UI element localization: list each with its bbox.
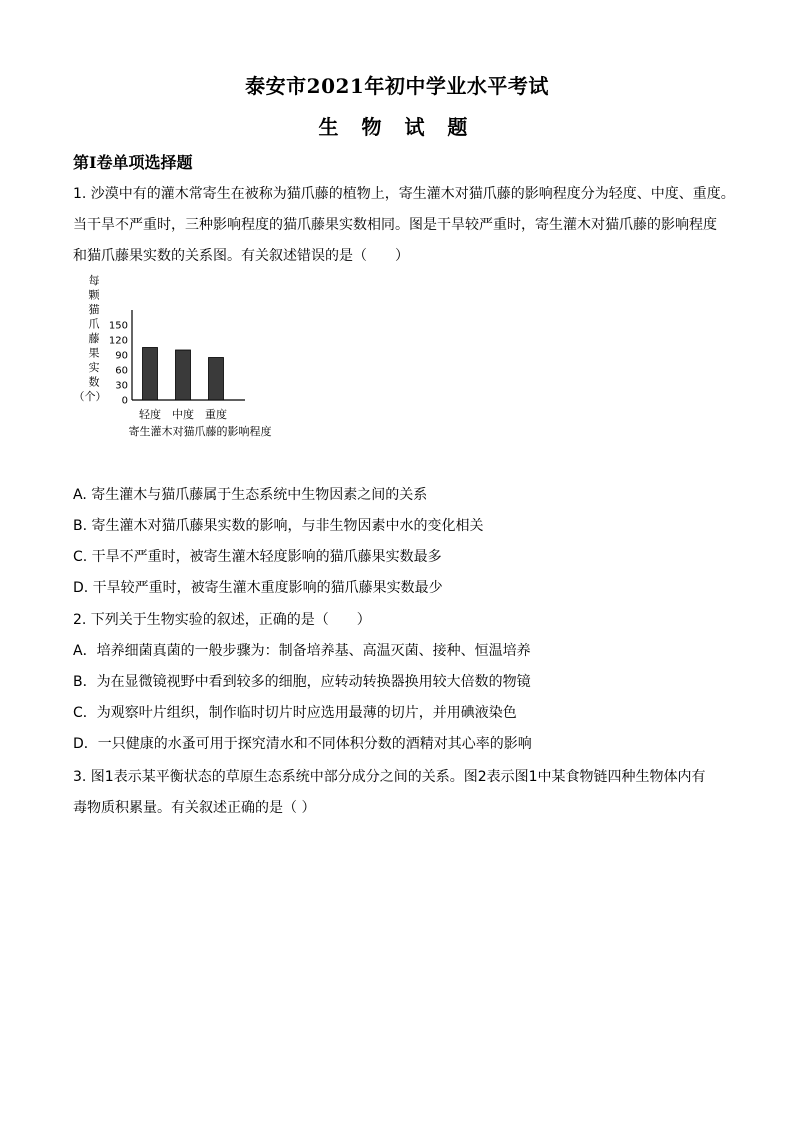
y-label-char: 果 [88,346,100,360]
y-axis-ticks [109,321,128,407]
q3-line-2: 毒物质积累量。有关叙述正确的是（ ） [73,800,316,816]
bar [143,348,158,401]
x-category-label: 轻度 [139,408,161,421]
section-heading: 第I卷单项选择题 [73,153,193,172]
y-tick-label: 30 [115,380,128,392]
y-tick-label: 150 [108,320,128,332]
q2-option-c: C．为观察叶片组织，制作临时切片时应选用最薄的切片，并用碘液染色 [73,705,517,721]
y-tick-label: 0 [121,395,128,407]
y-label-char: （个） [73,390,107,403]
y-label-char: 藤 [88,332,100,345]
bar [176,350,191,400]
y-tick-label: 90 [115,350,128,362]
exam-title: 泰安市2021年初中学业水平考试 [245,74,549,98]
y-axis-label [74,273,107,403]
q1-line-3: 和猫爪藤果实数的关系图。有关叙述错误的是（ ） [73,248,409,264]
q1-option-a: A. 寄生灌木与猫爪藤属于生态系统中生物因素之间的关系 [73,487,428,503]
q3-line-1: 3. 图1表示某平衡状态的草原生态系统中部分成分之间的关系。图2表示图1中某食物链四种生物体内有 [73,769,706,785]
q2-line-1: 2. 下列关于生物实验的叙述，正确的是（ ） [73,612,371,628]
q1-option-c: C. 干旱不严重时，被寄生灌木轻度影响的猫爪藤果实数最多 [73,549,442,565]
x-axis-label: 寄生灌木对猫爪藤的影响程度 [128,425,272,438]
y-label-char: 颗 [88,288,100,302]
x-axis-categories [139,407,227,421]
fruit-count-bar-chart [70,270,300,445]
q1-line-2: 当干旱不严重时，三种影响程度的猫爪藤果实数相同。图是干旱较严重时，寄生灌木对猫爪藤的影响程度 [73,217,717,233]
y-label-char: 猫 [88,303,100,316]
x-category-label: 中度 [172,408,194,421]
q2-option-d: D．一只健康的水蚤可用于探究清水和不同体积分数的酒精对其心率的影响 [73,736,532,752]
y-tick-label: 60 [115,365,128,377]
x-category-label: 重度 [205,408,227,421]
q2-option-a: A．培养细菌真菌的一般步骤为：制备培养基、高温灭菌、接种、恒温培养 [73,643,531,659]
q2-option-b: B．为在显微镜视野中看到较多的细胞，应转动转换器换用较大倍数的物镜 [73,674,531,690]
y-label-char: 爪 [88,317,100,331]
q1-line-1: 1. 沙漠中有的灌木常寄生在被称为猫爪藤的植物上，寄生灌木对猫爪藤的影响程度分为轻度、中度、重度。 [73,186,735,202]
y-label-char: 实 [88,361,100,374]
y-label-char: 每 [88,274,100,287]
bar [209,358,224,401]
q1-option-d: D. 干旱较严重时，被寄生灌木重度影响的猫爪藤果实数最少 [73,580,443,596]
bars [143,348,224,401]
subject-title: 生 物 试 题 [318,115,476,139]
q1-option-b: B. 寄生灌木对猫爪藤果实数的影响，与非生物因素中水的变化相关 [73,518,484,534]
y-label-char: 数 [88,375,100,389]
y-tick-label: 120 [108,335,128,347]
